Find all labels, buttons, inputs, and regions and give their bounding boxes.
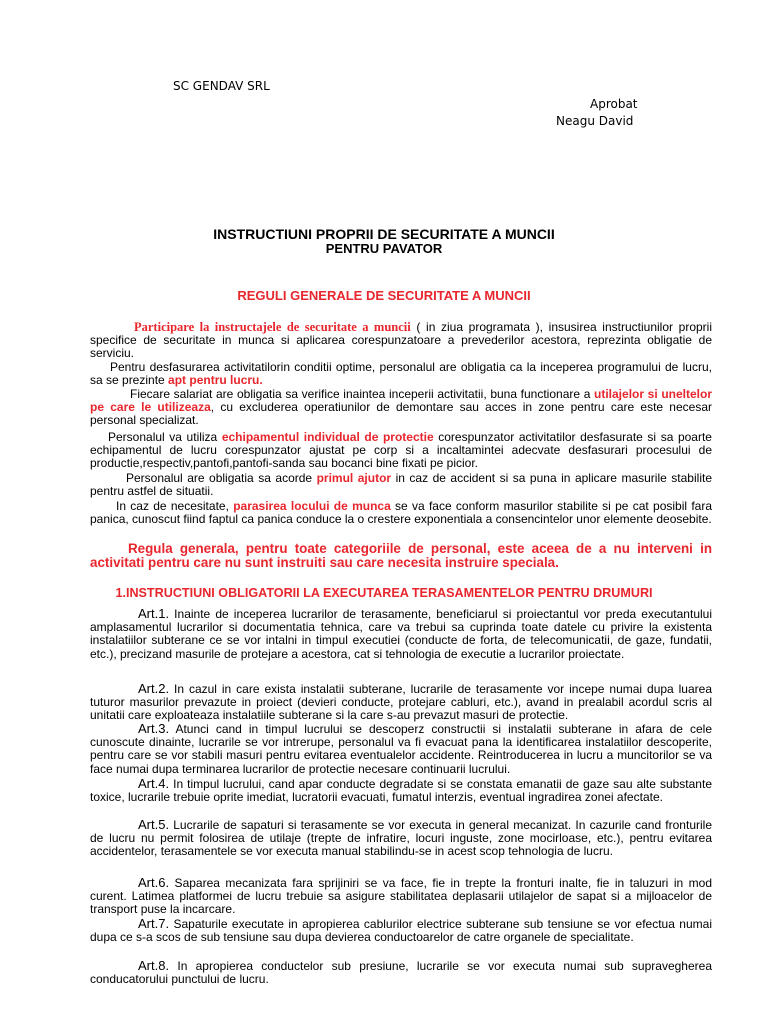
general-rule: Regula generala, pentru toate categoriile de personal, este aceea de a nu interveni in activitati pentru care nu sunt instruiti sau care necesita instruire speciala. [90, 541, 712, 570]
red-emphasis: parasirea locului de munca [233, 499, 391, 513]
article-text: Saparea mecanizata fara sprijiniri se va face, fie in trepte la fronturi inalte, fie in taluzuri in mod curent. Latimea platformei de lucru trebuie sa asigure stabilitatea deplasarii utilajelor de sapat si a mijloacelor de transport puse la incarcare. [90, 876, 712, 917]
document-subtitle: PENTRU PAVATOR [325, 241, 443, 256]
paragraph-fit-for-work [90, 361, 712, 387]
approved-label: Aprobat [590, 97, 638, 111]
paragraph-text: ( in ziua programata ), insusirea instructiunilor proprii specifice de securitate in munca si aplicarea corespunzatoare a prevederilor acestora, reprezinta obligatie de serviciu. [90, 320, 712, 361]
paragraph-protective-equipment [90, 431, 712, 471]
paragraph-first-aid [90, 472, 712, 498]
paragraph-text: In caz de necesitate, [116, 499, 234, 513]
paragraph-training [90, 321, 712, 361]
article-text: In timpul lucrului, cand apar conducte degradate si se constata emanatii de gaze sau alte substante toxice, lucrarile trebuie oprite imediat, lucratorii evacuati, fumatul interzis, eventual ingradirea zonei afectate. [90, 777, 712, 805]
article-number: Art.6. [138, 875, 170, 890]
article-2 [90, 682, 712, 723]
red-emphasis: Participare la instructajele de securitate a muncii [134, 320, 411, 334]
red-emphasis: utilajelor si uneltelor pe care le utilizeaza [90, 387, 713, 415]
article-number: Art.2. [138, 681, 170, 696]
paragraph-text: Pentru desfasurarea activitatilorin conditii optime, personalul are obligatia ca la inceperea programului de lucru, sa se prezinte [90, 360, 712, 388]
article-number: Art.1. [138, 606, 170, 621]
section-title-general: REGULI GENERALE DE SECURITATE A MUNCII [237, 288, 531, 303]
approver-name: Neagu David [556, 114, 634, 128]
article-number: Art.5. [138, 817, 170, 832]
article-1 [90, 607, 712, 661]
article-number: Art.3. [138, 721, 170, 736]
paragraph-text: Personalul va utiliza [108, 430, 222, 444]
paragraph-text: in caz de accident si sa puna in aplicare masurile stabilite pentru astfel de situatii. [90, 471, 712, 499]
paragraph-text: Personalul are obligatia sa acorde [126, 471, 317, 485]
article-3 [90, 722, 712, 776]
section-title-earthworks: 1.INSTRUCTIUNI OBLIGATORII LA EXECUTAREA TERASAMENTELOR PENTRU DRUMURI [115, 586, 653, 600]
article-text: Lucrarile de sapaturi si terasamente se vor executa in general mecanizat. In cazurile cand fronturile de lucru nu permit folosirea de utilaje (trepte de infratire, locuri inguste, zone mocirloase, etc.), pentru evitarea accidentelor, terasamentele se vor executa manual stabilindu-se in acest scop tehnologia de lucru. [90, 818, 712, 859]
article-number: Art.7. [138, 916, 170, 931]
article-text: In cazul in care exista instalatii subterane, lucrarile de terasamente vor incepe numai dupa luarea tuturor masurilor prevazute in proiect (devieri conducte, protejare cabluri, etc.), avand in prealabil acordul scris al unitatii care exploateaza instalatiile subterane si la care s-au prevazut masuri de protectie. [90, 682, 712, 723]
article-text: Atunci cand in timpul lucrului se descoperz constructii si instalatii subterane in afara de cele cunoscute dinainte, lucrarile se vor intrerupe, personalul va fi evacuat pana la identificarea instalatiilor descoperite, pentru care se vor stabili masuri pentru evitarea eventualelor accidente. Reintroducerea in lucru a muncitorilor se va face numai dupa terminarea lucrarilor de protectie necesare continuarii lucrului. [90, 722, 712, 776]
paragraph-text: , cu excluderea operatiunilor de demontare sau acces in zone pentru care este necesar personal specializat. [90, 400, 712, 428]
company-name: SC GENDAV SRL [173, 79, 270, 93]
article-text: In apropierea conductelor sub presiune, lucrarile se vor executa numai sub supravegherea conducatorului punctului de lucru. [90, 959, 712, 987]
paragraph-text: se va face conform masurilor stabilite si pe cat posibil fara panica, cunoscut fiind faptul ca panica conduce la o crestere exponentiala a consencintelor unor elemente deosebite. [90, 499, 712, 527]
article-8 [90, 959, 712, 986]
article-5 [90, 818, 712, 859]
article-text: Sapaturile executate in apropierea cablurilor electrice subterane sub tensiune se vor efectua numai dupa ce s-a scos de sub tensiune sau dupa devierea conductoarelor de catre organele de specialitate. [90, 917, 712, 945]
paragraph-text: Fiecare salariat are obligatia sa verifice inaintea inceperii activitatii, buna functionare a [130, 387, 595, 401]
article-number: Art.8. [138, 958, 170, 973]
article-number: Art.4. [138, 776, 170, 791]
article-7 [90, 917, 712, 944]
article-4 [90, 777, 712, 804]
paragraph-evacuation [90, 500, 712, 526]
red-emphasis: apt pentru lucru. [168, 373, 263, 388]
paragraph-equipment-check [90, 388, 712, 428]
document-title: INSTRUCTIUNI PROPRII DE SECURITATE A MUNCII [213, 226, 555, 242]
paragraph-text: corespunzator activitatilor desfasurate si sa poarte echipamentul de lucru corespunzator ajustat pe corp si a incaltamintei adecvate desfasurari procesului de productie,respectiv,pantofi,pantofi-sanda sau bocanci bine fixati pe picior. [90, 430, 712, 471]
article-6 [90, 876, 712, 917]
article-text: Inainte de inceperea lucrarilor de terasamente, beneficiarul si proiectantul vor preda executantului amplasamentul lucrarilor si documentatia tehnica, care va trebui sa cuprinda toate datele cu privire la existenta instalatiilor subterane ce se vor intalni in timpul executiei (conducte de forta, de telecomunicatii, de gaze, fundatii, etc.), precizand masurile de protejare a acestora, cat si tehnologia de executie a lucrarilor proiectate. [90, 607, 712, 661]
red-emphasis: echipamentul individual de protectie [221, 430, 434, 444]
red-emphasis: primul ajutor [316, 471, 392, 485]
